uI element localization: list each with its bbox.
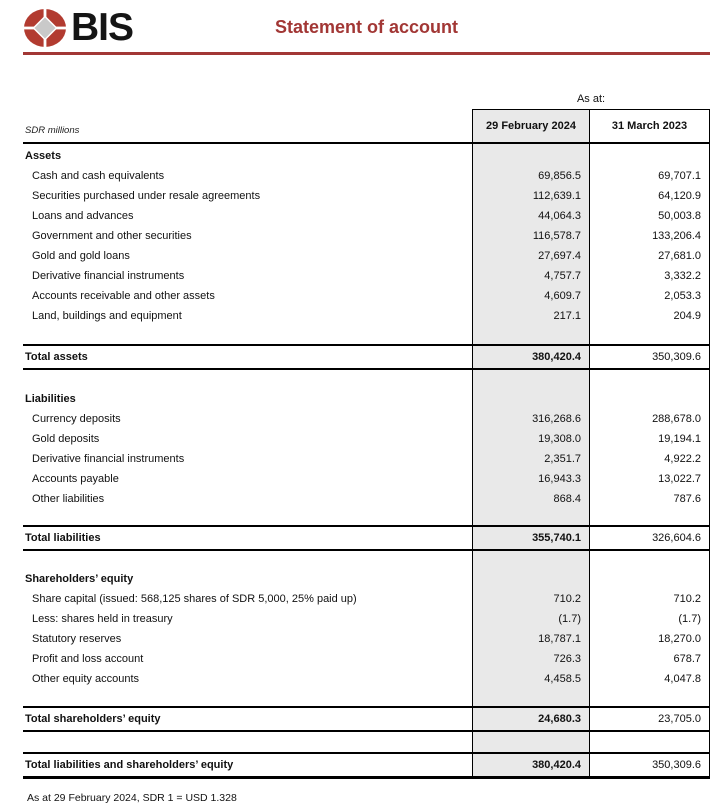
spacer-cell: [23, 689, 472, 706]
row-value-current: 18,787.1: [472, 629, 590, 649]
unit-label: SDR millions: [25, 125, 80, 136]
column-header-current: 29 February 2024: [472, 109, 590, 142]
table-row: [23, 186, 710, 206]
row-label: Share capital (issued: 568,125 shares of SDR 5,000, 25% paid up): [32, 593, 357, 605]
row-label: Less: shares held in treasury: [32, 613, 173, 625]
spacer-cell: [472, 732, 590, 752]
header-divider: [23, 52, 710, 55]
total-value-prior: 23,705.0: [590, 708, 710, 730]
column-header-row: [23, 111, 710, 144]
section-heading-cell: [590, 144, 710, 166]
row-value-prior: 64,120.9: [590, 186, 710, 206]
table-row: [23, 629, 710, 649]
total-value-prior: 326,604.6: [590, 527, 710, 549]
grand-total-label: Total liabilities and shareholders’ equity: [25, 759, 234, 771]
section-heading-cell: [472, 144, 590, 166]
footnote: As at 29 February 2024, SDR 1 = USD 1.328: [27, 792, 237, 804]
spacer-cell: [472, 689, 590, 706]
row-value-prior: (1.7): [590, 609, 710, 629]
spacer-cell: [23, 509, 472, 525]
total-assets-row: [23, 344, 710, 370]
row-label: Gold and gold loans: [32, 250, 130, 262]
table-row: [23, 649, 710, 669]
spacer-cell: [472, 326, 590, 344]
row-value-current: 19,308.0: [472, 429, 590, 449]
row-value-prior: 288,678.0: [590, 409, 710, 429]
row-label: Cash and cash equivalents: [32, 170, 165, 182]
total-value-prior: 350,309.6: [590, 346, 710, 368]
table-row: [23, 429, 710, 449]
section-heading-equity: [23, 567, 710, 589]
row-label: Land, buildings and equipment: [32, 310, 182, 322]
table-row: [23, 206, 710, 226]
column-header-prior: 31 March 2023: [590, 109, 710, 142]
row-value-current: 4,757.7: [472, 266, 590, 286]
spacer-row: [23, 732, 710, 752]
table-row: [23, 166, 710, 186]
table-row: [23, 489, 710, 509]
row-label: Statutory reserves: [32, 633, 122, 645]
section-heading-assets: [23, 144, 710, 166]
row-value-prior: 19,194.1: [590, 429, 710, 449]
spacer-cell: [472, 509, 590, 525]
row-value-current: 710.2: [472, 589, 590, 609]
row-value-current: 44,064.3: [472, 206, 590, 226]
spacer-cell: [23, 732, 472, 752]
section-heading-cell: [472, 387, 590, 409]
section-heading-label: Shareholders’ equity: [25, 573, 134, 585]
row-value-current: (1.7): [472, 609, 590, 629]
row-label: Derivative financial instruments: [32, 270, 185, 282]
row-label: Currency deposits: [32, 413, 121, 425]
row-label: Other liabilities: [32, 493, 105, 505]
as-at-spacer: [23, 93, 472, 111]
total-label: Total assets: [25, 351, 88, 363]
row-label: Accounts payable: [32, 473, 119, 485]
row-value-prior: 4,047.8: [590, 669, 710, 689]
table-row: [23, 449, 710, 469]
statement-table: [23, 111, 710, 779]
spacer-cell: [590, 732, 710, 752]
spacer-cell: [23, 551, 472, 567]
row-value-prior: 787.6: [590, 489, 710, 509]
row-value-current: 112,639.1: [472, 186, 590, 206]
as-at-label: As at:: [576, 93, 606, 105]
row-value-current: 316,268.6: [472, 409, 590, 429]
page-title: Statement of account: [274, 17, 459, 37]
row-value-prior: 133,206.4: [590, 226, 710, 246]
row-value-current: 4,609.7: [472, 286, 590, 306]
row-value-current: 4,458.5: [472, 669, 590, 689]
row-label: Gold deposits: [32, 433, 100, 445]
spacer-cell: [472, 370, 590, 387]
table-row: [23, 226, 710, 246]
row-value-prior: 3,332.2: [590, 266, 710, 286]
row-label: Derivative financial instruments: [32, 453, 185, 465]
total-value-current: 24,680.3: [472, 708, 590, 730]
spacer-row: [23, 509, 710, 525]
spacer-row: [23, 689, 710, 706]
row-label: Loans and advances: [32, 210, 134, 222]
row-value-current: 69,856.5: [472, 166, 590, 186]
table-row: [23, 266, 710, 286]
row-value-current: 726.3: [472, 649, 590, 669]
section-heading-label: Assets: [25, 150, 62, 162]
row-label: Accounts receivable and other assets: [32, 290, 215, 302]
spacer-cell: [590, 509, 710, 525]
total-label: Total liabilities: [25, 532, 101, 544]
grand-total-row: [23, 752, 710, 779]
total-value-current: 380,420.4: [472, 346, 590, 368]
spacer-cell: [23, 370, 472, 387]
grand-total-value-current: 380,420.4: [472, 754, 590, 776]
section-heading-cell: [472, 567, 590, 589]
row-label: Profit and loss account: [32, 653, 144, 665]
row-value-prior: 678.7: [590, 649, 710, 669]
row-label: Government and other securities: [32, 230, 192, 242]
section-heading-cell: [590, 567, 710, 589]
spacer-cell: [590, 689, 710, 706]
table-row: [23, 246, 710, 266]
document-header: [23, 8, 710, 48]
row-value-prior: 18,270.0: [590, 629, 710, 649]
row-value-prior: 27,681.0: [590, 246, 710, 266]
table-row: [23, 589, 710, 609]
row-label: Other equity accounts: [32, 673, 140, 685]
spacer-cell: [590, 551, 710, 567]
section-heading-label: Liabilities: [25, 393, 76, 405]
grand-total-value-prior: 350,309.6: [590, 754, 710, 776]
spacer-cell: [590, 370, 710, 387]
row-value-current: 2,351.7: [472, 449, 590, 469]
spacer-cell: [472, 551, 590, 567]
spacer-cell: [23, 326, 472, 344]
row-value-current: 868.4: [472, 489, 590, 509]
row-value-prior: 13,022.7: [590, 469, 710, 489]
row-value-current: 116,578.7: [472, 226, 590, 246]
bis-logo-icon: [23, 8, 67, 48]
total-value-current: 355,740.1: [472, 527, 590, 549]
table-row: [23, 306, 710, 326]
row-value-current: 217.1: [472, 306, 590, 326]
total-equity-row: [23, 706, 710, 732]
spacer-row: [23, 370, 710, 387]
spacer-row: [23, 551, 710, 567]
row-label: Securities purchased under resale agreements: [32, 190, 261, 202]
row-value-prior: 69,707.1: [590, 166, 710, 186]
row-value-current: 27,697.4: [472, 246, 590, 266]
spacer-cell: [590, 326, 710, 344]
row-value-prior: 50,003.8: [590, 206, 710, 226]
table-row: [23, 669, 710, 689]
table-row: [23, 286, 710, 306]
table-row: [23, 609, 710, 629]
section-heading-cell: [590, 387, 710, 409]
row-value-prior: 4,922.2: [590, 449, 710, 469]
section-heading-liabilities: [23, 387, 710, 409]
row-value-prior: 710.2: [590, 589, 710, 609]
spacer-row: [23, 326, 710, 344]
row-value-prior: 2,053.3: [590, 286, 710, 306]
bis-logo-text: BIS: [71, 6, 134, 49]
total-label: Total shareholders’ equity: [25, 713, 161, 725]
table-row: [23, 409, 710, 429]
total-liabilities-row: [23, 525, 710, 551]
row-value-prior: 204.9: [590, 306, 710, 326]
row-value-current: 16,943.3: [472, 469, 590, 489]
table-row: [23, 469, 710, 489]
